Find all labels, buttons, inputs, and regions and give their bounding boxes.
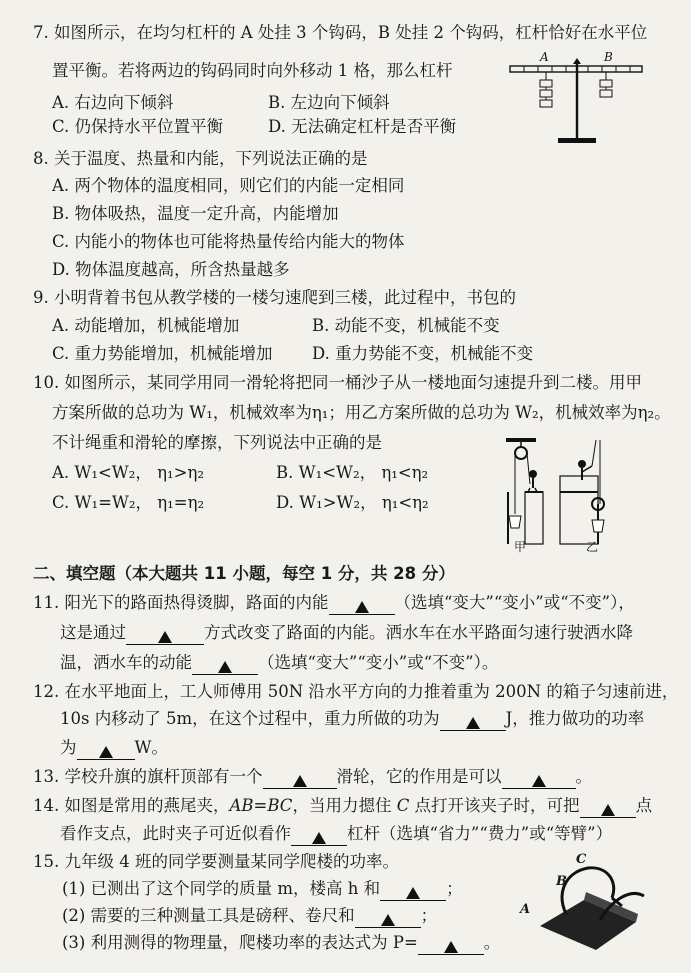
q13-line xyxy=(33,766,592,789)
q11-text: （选填“变大”“变小”或“不变”）， xyxy=(394,593,635,612)
q15-sub3 xyxy=(62,932,500,955)
q9-stem: 9. 小明背着书包从教学楼的一楼匀速爬到三楼，此过程中，书包的 xyxy=(33,288,516,307)
q14-text: 杠杆（选填“省力”“费力”或“等臂”） xyxy=(347,824,613,843)
q10-stem-line3: 不计绳重和滑轮的摩擦，下列说法中正确的是 xyxy=(52,433,382,452)
q11-line1 xyxy=(33,592,635,615)
q15-text: (3) 利用测得的物理量，爬楼功率的表达式为 P= xyxy=(62,933,418,952)
q15-blank-3 xyxy=(418,936,484,955)
q8-option-a: A. 两个物体的温度相同，则它们的内能一定相同 xyxy=(52,176,405,195)
q13-text: 。 xyxy=(575,767,592,786)
lever-label-a: A xyxy=(540,50,549,64)
q15-text: (2) 需要的三种测量工具是磅秤、卷尺和 xyxy=(62,906,355,925)
q14-line1 xyxy=(33,795,652,818)
q14-text: 点打开该夹子时，可把 xyxy=(409,796,580,815)
answer-triangle-icon xyxy=(355,601,369,613)
q15-text: (1) 已测出了这个同学的质量 m，楼高 h 和 xyxy=(62,879,381,898)
q14-text: 点 xyxy=(635,796,653,815)
section-2-title: 二、填空题（本大题共 11 小题，每空 1 分，共 28 分） xyxy=(33,564,455,583)
q11-line3 xyxy=(60,652,498,675)
q12-line1: 12. 在水平地面上，工人师傅用 50N 沿水平方向的力推着重为 200N 的箱子匀速前进， xyxy=(33,682,679,701)
pulley-label-yi: 乙 xyxy=(586,540,599,554)
clip-label-b: B xyxy=(556,874,567,889)
q10-option-d: D. W₁>W₂， η₁<η₂ xyxy=(276,493,429,512)
q13-blank-2 xyxy=(502,770,576,789)
q11-text: 11. 阳光下的路面热得烫脚，路面的内能 xyxy=(33,593,329,612)
binder-clip-figure xyxy=(526,862,656,954)
q14-text: 14. 如图是常用的燕尾夹， xyxy=(33,796,230,815)
q10-stem-line2: 方案所做的总功为 W₁，机械效率为η₁；用乙方案所做的总功为 W₂，机械效率为η₂。 xyxy=(52,403,671,422)
answer-triangle-icon xyxy=(532,775,546,787)
q11-blank-1 xyxy=(329,596,395,615)
q15-text: ； xyxy=(420,906,438,925)
q9-option-a: A. 动能增加，机械能增加 xyxy=(52,316,240,335)
q7-stem-line1: 7. 如图所示，在均匀杠杆的 A 处挂 3 个钩码，B 处挂 2 个钩码，杠杆恰好在水平位 xyxy=(33,23,648,42)
q11-text: 温，洒水车的动能 xyxy=(60,653,192,672)
q15-blank-2 xyxy=(355,909,421,928)
clip-label-c: C xyxy=(576,852,587,867)
q10-stem-line1: 10. 如图所示，某同学用同一滑轮将把同一桶沙子从一楼地面匀速提升到二楼。用甲 xyxy=(33,373,642,392)
q12-text: 为 xyxy=(60,738,77,757)
q7-stem-line2: 置平衡。若将两边的钩码同时向外移动 1 格，那么杠杆 xyxy=(52,61,453,80)
q13-text: 滑轮，它的作用是可以 xyxy=(336,767,502,786)
q8-option-c: C. 内能小的物体也可能将热量传给内能大的物体 xyxy=(52,232,405,251)
answer-triangle-icon xyxy=(466,717,480,729)
q8-option-b: B. 物体吸热，温度一定升高，内能增加 xyxy=(52,204,339,223)
clip-label-a: A xyxy=(520,902,531,917)
q11-line2 xyxy=(60,622,633,645)
q14-equation: AB=BC xyxy=(229,796,293,815)
q12-text: W。 xyxy=(134,738,168,757)
q7-option-c: C. 仍保持水平位置平衡 xyxy=(52,117,224,136)
q13-blank-1 xyxy=(263,770,337,789)
q10-option-b: B. W₁<W₂， η₁<η₂ xyxy=(276,463,429,482)
q15-text: ； xyxy=(446,879,463,898)
q8-stem: 8. 关于温度、热量和内能，下列说法正确的是 xyxy=(33,149,368,168)
answer-triangle-icon xyxy=(601,804,615,816)
lever-figure xyxy=(508,50,648,150)
q9-option-b: B. 动能不变，机械能不变 xyxy=(312,316,500,335)
q13-text: 13. 学校升旗的旗杆顶部有一个 xyxy=(33,767,263,786)
answer-triangle-icon xyxy=(99,746,113,758)
q14-blank-1 xyxy=(580,799,636,818)
answer-triangle-icon xyxy=(293,775,307,787)
pulley-label-jia: 甲 xyxy=(514,540,527,554)
q8-option-d: D. 物体温度越高，所含热量越多 xyxy=(52,260,290,279)
q14-text: 看作支点，此时夹子可近似看作 xyxy=(60,824,291,843)
answer-triangle-icon xyxy=(444,941,458,953)
answer-triangle-icon xyxy=(381,914,395,926)
answer-triangle-icon xyxy=(312,832,326,844)
q14-point-c: C xyxy=(396,796,410,815)
q9-option-d: D. 重力势能不变，机械能不变 xyxy=(312,344,534,363)
q11-text: 方式改变了路面的内能。洒水车在水平路面匀速行驶洒水降 xyxy=(204,623,633,642)
q12-text: 10s 内移动了 5m，在这个过程中，重力所做的功为 xyxy=(60,709,440,728)
answer-triangle-icon xyxy=(406,887,420,899)
q12-line3 xyxy=(60,737,168,760)
q14-blank-2 xyxy=(291,827,347,846)
q12-text: J，推力做功的功率 xyxy=(505,709,645,728)
q11-blank-2 xyxy=(126,626,204,645)
q11-blank-3 xyxy=(192,656,258,675)
q10-option-c: C. W₁=W₂， η₁=η₂ xyxy=(52,493,205,512)
q14-line2 xyxy=(60,823,612,846)
answer-triangle-icon xyxy=(218,661,232,673)
q7-option-a: A. 右边向下倾斜 xyxy=(52,93,174,112)
q11-text: （选填“变大”“变小”或“不变”）。 xyxy=(258,653,499,672)
lever-label-b: B xyxy=(604,50,613,64)
answer-triangle-icon xyxy=(158,631,172,643)
q7-option-b: B. 左边向下倾斜 xyxy=(268,93,390,112)
q7-option-d: D. 无法确定杠杆是否平衡 xyxy=(268,117,457,136)
q15-sub1 xyxy=(62,878,463,901)
q12-blank-1 xyxy=(440,712,506,731)
q15-sub2 xyxy=(62,905,437,928)
q12-blank-2 xyxy=(77,741,135,760)
q15-blank-1 xyxy=(380,882,446,901)
q10-option-a: A. W₁<W₂， η₁>η₂ xyxy=(52,463,204,482)
pulley-figure xyxy=(500,436,650,548)
q15-stem: 15. 九年级 4 班的同学要测量某同学爬楼的功率。 xyxy=(33,852,399,871)
q9-option-c: C. 重力势能增加，机械能增加 xyxy=(52,344,273,363)
q15-text: 。 xyxy=(483,933,501,952)
q12-line2 xyxy=(60,708,644,731)
q14-text: ，当用力摁住 xyxy=(292,796,397,815)
q11-text: 这是通过 xyxy=(60,623,126,642)
